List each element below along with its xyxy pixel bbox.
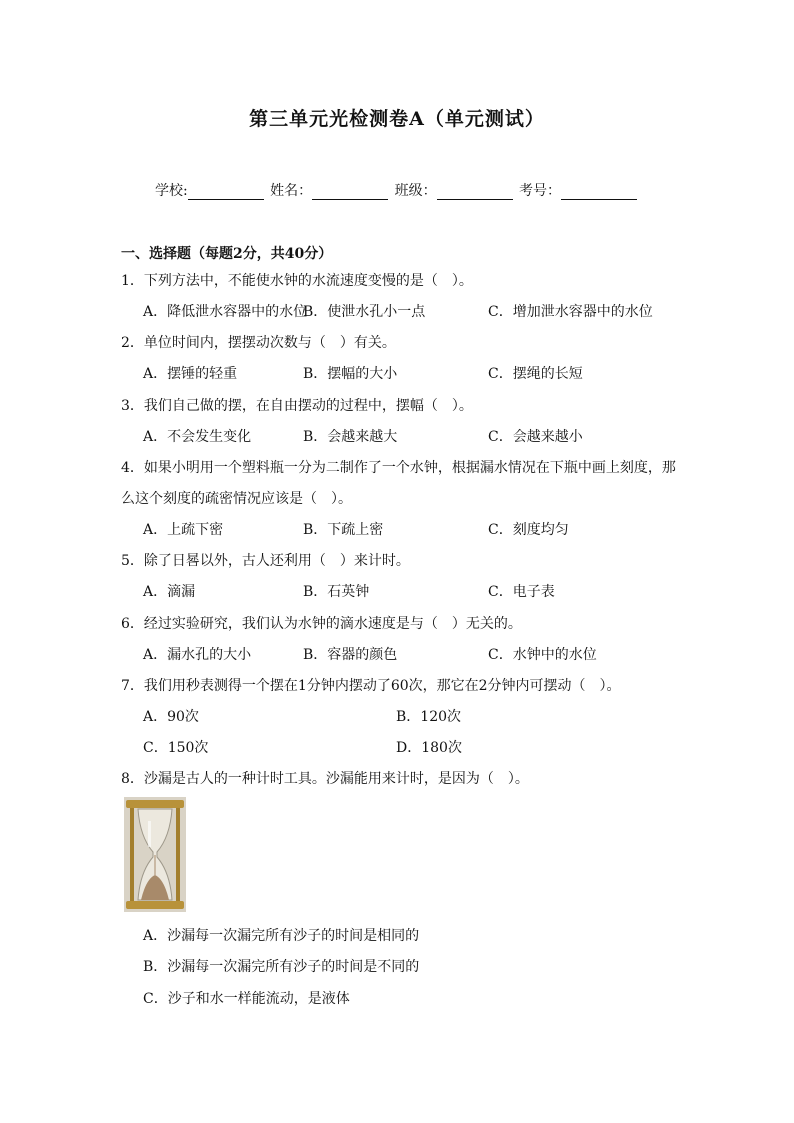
q1-option-c[interactable]: C．增加泄水容器中的水位 xyxy=(488,304,653,320)
q5-option-a[interactable]: A．滴漏 xyxy=(143,584,196,600)
q8-option-c[interactable]: C．沙子和水一样能流动，是液体 xyxy=(143,991,350,1007)
hourglass-icon xyxy=(124,797,186,912)
q4-option-a[interactable]: A．上疏下密 xyxy=(143,522,224,538)
q3-option-c[interactable]: C．会越来越小 xyxy=(488,429,583,445)
q4-option-b[interactable]: B．下疏上密 xyxy=(303,522,384,538)
question-8-stem: 8．沙漏是古人的一种计时工具。沙漏能用来计时，是因为（ ）。 xyxy=(121,771,529,787)
q4-option-c[interactable]: C．刻度均匀 xyxy=(488,522,569,538)
q8-option-a[interactable]: A．沙漏每一次漏完所有沙子的时间是相同的 xyxy=(143,928,420,944)
exam-no-label: 考号： xyxy=(519,183,562,199)
q7-option-c[interactable]: C．150次 xyxy=(143,740,209,756)
q6-option-c[interactable]: C．水钟中的水位 xyxy=(488,647,597,663)
question-2-stem: 2．单位时间内，摆摆动次数与（ ）有关。 xyxy=(121,335,396,351)
q7-option-d[interactable]: D．180次 xyxy=(396,740,462,756)
q6-option-a[interactable]: A．漏水孔的大小 xyxy=(143,647,252,663)
exam-no-blank[interactable] xyxy=(561,185,637,200)
q1-option-b[interactable]: B．使泄水孔小一点 xyxy=(303,304,426,320)
question-5-stem: 5．除了日晷以外，古人还利用（ ）来计时。 xyxy=(121,553,410,569)
student-info-row xyxy=(0,180,794,200)
hourglass-image xyxy=(124,797,186,912)
q2-option-b[interactable]: B．摆幅的大小 xyxy=(303,366,398,382)
q1-option-a[interactable]: A．降低泄水容器中的水位 xyxy=(143,304,308,320)
section-heading: 一、选择题（每题2分，共40分） xyxy=(121,246,333,262)
question-6-stem: 6．经过实验研究，我们认为水钟的滴水速度是与（ ）无关的。 xyxy=(121,616,522,632)
q2-option-c[interactable]: C．摆绳的长短 xyxy=(488,366,583,382)
name-blank[interactable] xyxy=(312,185,388,200)
school-blank[interactable] xyxy=(188,185,264,200)
school-label: 学校: xyxy=(154,183,188,199)
q2-option-a[interactable]: A．摆锤的轻重 xyxy=(143,366,238,382)
q5-option-c[interactable]: C．电子表 xyxy=(488,584,555,600)
q5-option-b[interactable]: B．石英钟 xyxy=(303,584,370,600)
question-7-stem: 7．我们用秒表测得一个摆在1分钟内摆动了60次，那它在2分钟内可摆动（ ）。 xyxy=(121,678,621,694)
name-label: 姓名： xyxy=(270,183,313,199)
question-1-stem: 1．下列方法中，不能使水钟的水流速度变慢的是（ ）。 xyxy=(121,273,473,289)
page-title: 第三单元光检测卷A（单元测试） xyxy=(249,108,545,130)
q6-option-b[interactable]: B．容器的颜色 xyxy=(303,647,398,663)
class-blank[interactable] xyxy=(437,185,513,200)
q3-option-b[interactable]: B．会越来越大 xyxy=(303,429,398,445)
q3-option-a[interactable]: A．不会发生变化 xyxy=(143,429,252,445)
question-3-stem: 3．我们自己做的摆，在自由摆动的过程中，摆幅（ ）。 xyxy=(121,398,473,414)
q7-option-a[interactable]: A．90次 xyxy=(143,709,199,725)
question-4-stem-line1: 4．如果小明用一个塑料瓶一分为二制作了一个水钟，根据漏水情况在下瓶中画上刻度，那 xyxy=(121,460,676,476)
q8-option-b[interactable]: B．沙漏每一次漏完所有沙子的时间是不同的 xyxy=(143,959,420,975)
class-label: 班级： xyxy=(394,183,437,199)
q7-option-b[interactable]: B．120次 xyxy=(396,709,462,725)
question-4-stem-line2: 么这个刻度的疏密情况应该是（ ）。 xyxy=(121,491,352,507)
